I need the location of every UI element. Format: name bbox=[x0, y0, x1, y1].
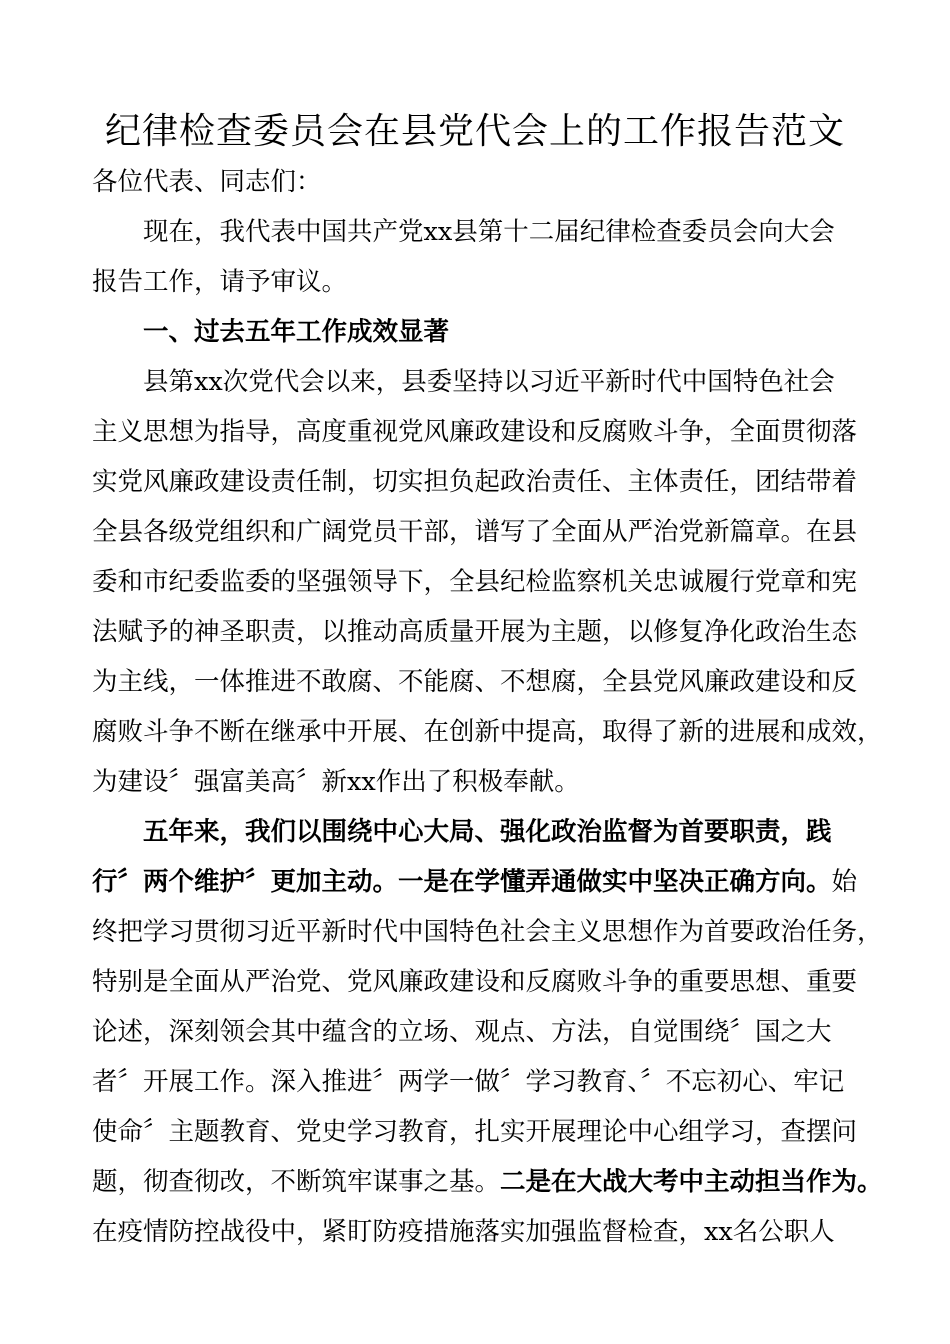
body-line bbox=[92, 1115, 882, 1149]
body-line bbox=[92, 465, 882, 499]
body-line bbox=[92, 965, 882, 999]
body-line bbox=[92, 1065, 882, 1099]
text-run: 全县各级党组织和广阔党员干部，谱写了全面从严治党新篇章。在县 bbox=[92, 517, 858, 547]
body-line bbox=[92, 615, 882, 649]
body-line bbox=[92, 215, 882, 249]
text-run: 主义思想为指导，高度重视党风廉政建设和反腐败斗争，全面贯彻落 bbox=[92, 417, 858, 447]
text-run: 委和市纪委监委的坚强领导下，全县纪检监察机关忠诚履行党章和宪 bbox=[92, 567, 858, 597]
body-line bbox=[92, 365, 882, 399]
text-run: 题，彻查彻改，不断筑牢谋事之基。 bbox=[92, 1167, 501, 1197]
body-line bbox=[92, 1215, 882, 1249]
text-run: 县第xx次党代会以来，县委坚持以习近平新时代中国特色社会 bbox=[92, 367, 835, 397]
body-line bbox=[92, 915, 882, 949]
body-line bbox=[92, 165, 882, 199]
text-run: 法赋予的神圣职责，以推动高质量开展为主题，以修复净化政治生态 bbox=[92, 617, 858, 647]
bold-text-run: 五年来，我们以围绕中心大局、强化政治监督为首要职责，践 bbox=[92, 817, 832, 847]
text-run: 始 bbox=[831, 867, 858, 897]
text-run: 现在，我代表中国共产党xx县第十二届纪律检查委员会向大会 bbox=[92, 217, 835, 247]
text-run: 在疫情防控战役中，紧盯防疫措施落实加强监督检查，xx名公职人 bbox=[92, 1217, 835, 1247]
text-run: 报告工作，请予审议。 bbox=[92, 267, 348, 297]
text-run: 各位代表、同志们： bbox=[92, 167, 322, 197]
text-run: 者〞开展工作。深入推进〞两学一做〞学习教育、〞不忘初心、牢记 bbox=[92, 1067, 845, 1097]
text-run: 特别是全面从严治党、党风廉政建设和反腐败斗争的重要思想、重要 bbox=[92, 967, 858, 997]
body-line bbox=[92, 665, 882, 699]
text-run: 论述，深刻领会其中蕴含的立场、观点、方法，自觉围绕〞国之大 bbox=[92, 1017, 832, 1047]
text-run: 实党风廉政建设责任制，切实担负起政治责任、主体责任，团结带着 bbox=[92, 467, 858, 497]
body-line bbox=[92, 765, 882, 799]
text-run: 腐败斗争不断在继承中开展、在创新中提高，取得了新的进展和成效， bbox=[92, 717, 883, 747]
body-line bbox=[92, 715, 882, 749]
text-run: 使命〞主题教育、党史学习教育，扎实开展理论中心组学习，查摆问 bbox=[92, 1117, 858, 1147]
body-line bbox=[92, 1165, 882, 1199]
body-line bbox=[92, 565, 882, 599]
bold-text-run: 行〞两个维护〞更加主动。一是在学懂弄通做实中坚决正确方向。 bbox=[92, 867, 832, 897]
body-line bbox=[92, 815, 882, 849]
bold-text-run: 二是在大战大考中主动担当作为。 bbox=[500, 1167, 883, 1197]
body-line bbox=[92, 515, 882, 549]
body-line bbox=[92, 1015, 882, 1049]
text-run: 为主线，一体推进不敢腐、不能腐、不想腐，全县党风廉政建设和反 bbox=[92, 667, 858, 697]
body-line bbox=[92, 315, 882, 349]
document-title: 纪律检查委员会在县党代会上的工作报告范文 bbox=[104, 111, 845, 152]
body-line bbox=[92, 415, 882, 449]
body-line bbox=[92, 865, 882, 899]
body-line bbox=[92, 265, 882, 299]
text-run: 终把学习贯彻习近平新时代中国特色社会主义思想作为首要政治任务， bbox=[92, 917, 883, 947]
bold-text-run: 一、过去五年工作成效显著 bbox=[92, 317, 450, 347]
text-run: 为建设〞强富美高〞新xx作出了积极奉献。 bbox=[92, 767, 580, 797]
